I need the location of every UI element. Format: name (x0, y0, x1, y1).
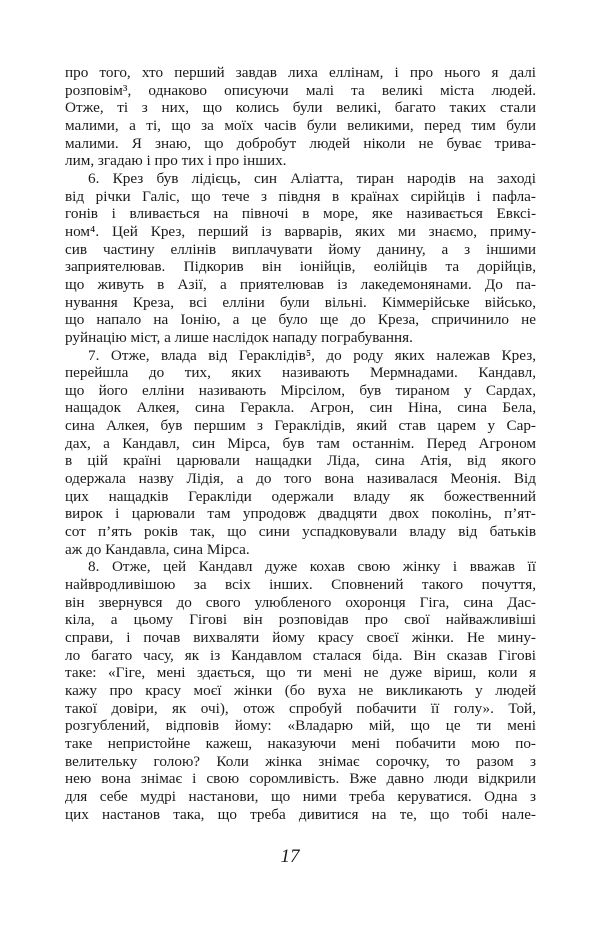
text-line: гонів і вливається на півночі в море, яке називається Евксі- (65, 205, 536, 223)
page-body-text (65, 64, 536, 823)
page-number: 17 (280, 846, 300, 867)
text-line: розповім³, однаково описуючи малі та великі міста людей. (65, 81, 536, 99)
text-line: для себе мудрі настанови, що ними треба керуватися. Одна з (65, 787, 536, 805)
text-line: що напало на Іонію, а це було ще до Креза, спричинило не (65, 311, 536, 329)
section-7-start: 7. Отже, влада від Гераклідів⁵, до роду яких належав Крез, (88, 346, 536, 364)
text-line: дах, а Кандавл, син Мірса, був там останнім. Перед Агроном (65, 434, 536, 452)
text-line: в цій країні царювали нащадки Ліда, сина Атія, від якого (65, 452, 536, 470)
text-line: нування Креза, всі елліни були вільні. Кіммерійське військо, (65, 293, 536, 311)
text-line: найвродливішою за всіх інших. Сповнений такого почуття, (65, 576, 536, 594)
text-line: велительку голою? Коли жінка знімає сорочку, то разом з (65, 752, 536, 770)
text-line: одержала назву Лідія, а до того вона називалася Меонія. Від (65, 470, 536, 488)
text-line: цих настанов така, що треба дивитися на те, що тобі нале- (65, 805, 536, 823)
text-line: він звернувся до свого улюбленого охоронця Гіга, сина Дас- (65, 593, 536, 611)
text-line: малими. Я знаю, що добробут людей ніколи не буває трива- (65, 134, 536, 152)
text-line: лим, згадаю і про тих і про інших. (65, 152, 287, 170)
text-line: малими, а ті, що за моїх часів були великими, перед тим були (65, 116, 536, 134)
text-line: про того, хто перший завдав лиха еллінам, і про нього я далі (65, 64, 536, 81)
text-line: Отже, ті з них, що колись були великі, багато таких стали (65, 99, 536, 117)
text-line: ло багато часу, як із Кандавлом сталася біда. Він сказав Гігові (65, 646, 536, 664)
text-line: що живуть в Азії, а приятелював із лакедемонянами. До па- (65, 275, 536, 293)
text-line: справи, і почав вихваляти йому красу своєї жінки. Не мину- (65, 629, 536, 646)
text-line: цих нащадків Геракліди одержали владу як божественний (65, 487, 536, 505)
section-8-start: 8. Отже, цей Кандавл дуже кохав свою жінку і вважав її (88, 558, 536, 576)
text-line: такої довіри, як очі), отож спробуй побачити її голу». Той, (65, 699, 536, 717)
section-6-start: 6. Крез був лідієць, син Аліатта, тиран народів на заході (88, 169, 536, 187)
text-line: нащадок Алкея, сина Геракла. Агрон, син Ніна, сина Бела, (65, 399, 536, 417)
text-line: ном⁴. Цей Крез, перший із варварів, яких ми знаємо, приму- (65, 222, 536, 240)
text-line: руйнацію міст, а лише наслідок нападу пограбування. (65, 328, 413, 346)
text-line: перейшла до тих, яких називають Мермнадами. Кандавл, (65, 364, 536, 382)
text-line: аж до Кандавла, сина Мірса. (65, 540, 250, 558)
text-line: сив частину еллінів виплачувати йому данину, а з іншими (65, 240, 536, 258)
text-line: вирок і царювали там упродовж двадцяти двох поколінь, п’ят- (65, 505, 536, 523)
text-line: що його елліни називають Мірсілом, був тираном у Сардах, (65, 381, 536, 399)
text-line: кажу про красу моєї жінки (бо вуха не викликають у людей (65, 681, 536, 699)
text-line: нею вона знімає і свою соромливість. Вже давно люди відкрили (65, 770, 536, 788)
text-line: кіла, а цьому Гігові він розповідав про свої найважливіші (65, 611, 536, 629)
text-line: таке непристойне кажеш, наказуючи мені побачити мою по- (65, 734, 536, 752)
text-line: таке: «Гіге, мені здається, що ти мені не дуже віриш, коли я (65, 664, 536, 682)
text-line: розгублений, відповів йому: «Владарю мій, що це ти мені (65, 717, 536, 735)
text-line: заприятелював. Підкорив він іонійців, еолійців та дорійців, (65, 258, 536, 276)
text-line: сина Алкея, був першим з Гераклідів, який став царем у Сар- (65, 417, 536, 435)
text-line: від річки Галіс, що тече з півдня в країнах сирійців і пафла- (65, 187, 536, 205)
text-line: сот п’ять років так, що сини успадковували владу від батьків (65, 523, 536, 541)
